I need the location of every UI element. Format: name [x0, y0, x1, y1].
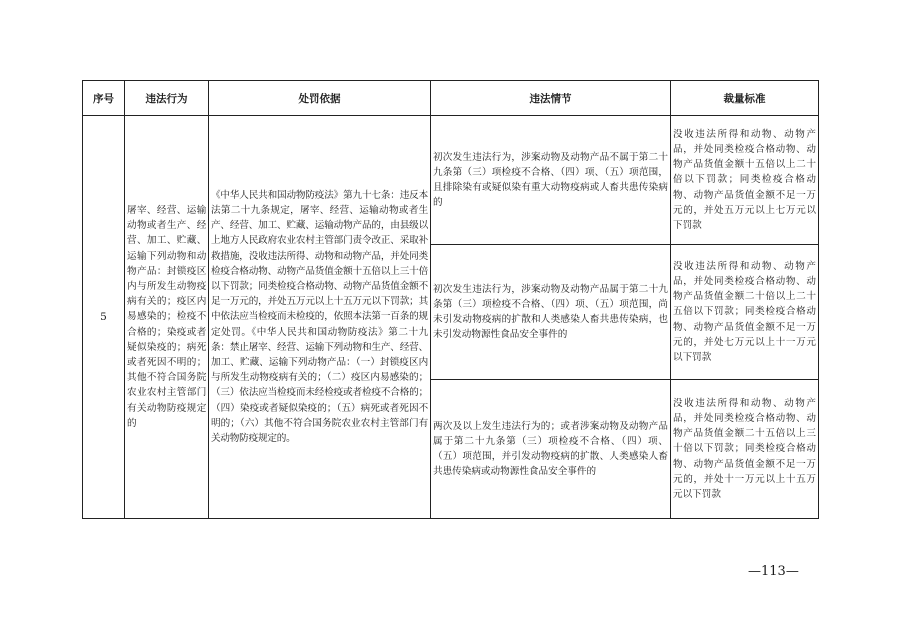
standard-text-1: 没收违法所得和动物、动物产品，并处同类检疫合格动物、动物产品货值金额十五倍以上二十倍以下罚款；同类检疫合格动物、动物产品货值金额不足一万元的，并处五万元以上七万元以下罚款 — [673, 128, 816, 231]
standard-cell-3 — [671, 380, 819, 519]
standard-cell-2 — [671, 245, 819, 380]
page-number: —113— — [748, 564, 799, 579]
standard-cell-1 — [671, 116, 819, 245]
row-seq: 5 — [83, 116, 125, 519]
table-row — [83, 116, 819, 245]
penalty-table — [82, 80, 819, 519]
header-circumstance: 违法情节 — [431, 81, 671, 116]
violation-cell — [125, 116, 209, 519]
header-basis: 处罚依据 — [209, 81, 431, 116]
circumstance-cell-3 — [431, 380, 671, 519]
standard-text-3: 没收违法所得和动物、动物产品，并处同类检疫合格动物、动物产品货值金额二十五倍以上三十倍以下罚款；同类检疫合格动物、动物产品货值金额不足一万元的，并处十一万元以上十五万元以下罚款 — [673, 397, 816, 500]
violation-text: 屠宰、经营、运输动物或者生产、经营、加工、贮藏、运输下列动物和动物产品：封锁疫区内与所发生动物疫病有关的；疫区内易感染的；检疫不合格的；染疫或者疑似染疫的；病死或者死因不明的；其他不符合国务院农业农村主管部门有关动物防疫规定的 — [127, 204, 206, 429]
table-header-row — [83, 81, 819, 116]
header-violation: 违法行为 — [125, 81, 209, 116]
circumstance-text-1: 初次发生违法行为，涉案动物及动物产品不属于第二十九条第（三）项检疫不合格、（四）项、（五）项范围，且排除染有或疑似染有重大动物疫病或人畜共患传染病的 — [433, 151, 668, 209]
header-standard: 裁量标准 — [671, 81, 819, 116]
header-seq: 序号 — [83, 81, 125, 116]
standard-text-2: 没收违法所得和动物、动物产品，并处同类检疫合格动物、动物产品货值金额二十倍以上二十五倍以下罚款；同类检疫合格动物、动物产品货值金额不足一万元的，并处七万元以上十一万元以下罚款 — [673, 260, 816, 363]
basis-text: 《中华人民共和国动物防疫法》第九十七条：违反本法第二十九条规定，屠宰、经营、运输动物或者生产、经营、加工、贮藏、运输动物产品的，由县级以上地方人民政府农业农村主管部门责令改正、采取补救措施，没收违法所得、动物和动物产品，并处同类检疫合格动物、动物产品货值金额十五倍以上三十倍以下罚款；同类检疫合格动物、动物产品货值金额不足一万元的，并处五万元以上十五万元以下罚款；其中依法应当检疫而未检疫的，依照本法第一百条的规定处罚。《中华人民共和国动物防疫法》第二十九条：禁止屠宰、经营、运输下列动物和生产、经营、加工、贮藏、运输下列动物产品：（一）封锁疫区内与所发生动物疫病有关的；（二）疫区内易感染的；（三）依法应当检疫而未经检疫或者检疫不合格的；（四）染疫或者疑似染疫的；（五）病死或者死因不明的；（六）其他不符合国务院农业农村主管部门有关动物防疫规定的。 — [211, 189, 428, 445]
circumstance-cell-1 — [431, 116, 671, 245]
circumstance-cell-2 — [431, 245, 671, 380]
basis-cell — [209, 116, 431, 519]
circumstance-text-2: 初次发生违法行为，涉案动物及动物产品属于第二十九条第（三）项检疫不合格、（四）项、（五）项范围，尚未引发动物疫病的扩散和人类感染人畜共患传染病，也未引发动物源性食品安全事件的 — [433, 283, 668, 341]
circumstance-text-3: 两次及以上发生违法行为的；或者涉案动物及动物产品属于第二十九条第（三）项检疫不合格、（四）项、（五）项范围，并引发动物疫病的扩散、人类感染人畜共患传染病或动物源性食品安全事件的 — [433, 420, 668, 478]
